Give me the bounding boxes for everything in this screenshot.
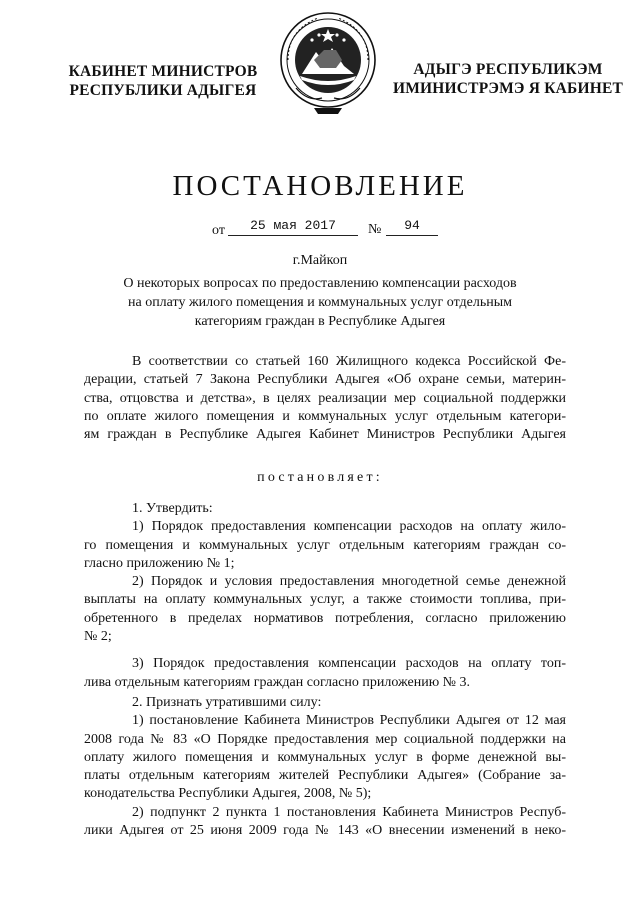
text-line: дерации, статьей 7 Закона Республики Адыгея «Об охране семьи, материн- — [84, 372, 566, 388]
number-underline — [386, 235, 438, 236]
text-line: 1) Порядок предоставления компенсации расходов на оплату жило- — [132, 519, 566, 535]
text-line: 2008 года № 83 «О Порядке предоставления мер социальной поддержки на — [84, 731, 566, 747]
text-line: выплаты на оплату коммунальных услуг, а также стоимости топлива, при- — [84, 592, 566, 608]
text-line: го помещения и коммунальных услуг отдельным категориям граждан со- — [84, 537, 566, 553]
header-left-line-2: РЕСПУБЛИКИ АДЫГЕЯ — [69, 82, 257, 99]
resolves-heading: постановляет: — [257, 470, 383, 485]
text-line: оплату жилого помещения и коммунальных услуг в форме денежной вы- — [84, 749, 566, 765]
text-line: лики Адыгея от 25 июня 2009 года № 143 «О внесении изменений в неко- — [84, 823, 566, 839]
document-number: 94 — [404, 218, 420, 233]
subject-line: О некоторых вопросах по предоставлению компенсации расходов — [123, 276, 517, 291]
document-title: ПОСТАНОВЛЕНИЕ — [172, 170, 468, 202]
text-line: 2. Признать утратившими силу: — [132, 695, 322, 710]
text-line: 2) подпункт 2 пункта 1 постановления Кабинета Министров Респуб- — [132, 804, 566, 820]
subject-line: категориям граждан в Республике Адыгея — [194, 314, 446, 329]
text-line: 2) Порядок и условия предоставления многодетной семье денежной — [132, 574, 566, 590]
date-underline — [228, 235, 358, 236]
text-line: В соответствии со статьей 160 Жилищного кодекса Российской Фе- — [132, 354, 566, 369]
text-line: 1. Утвердить: — [132, 501, 213, 516]
item-2-section — [84, 694, 566, 840]
text-line: конодательства Республики Адыгея, 2008, № 5); — [84, 786, 372, 802]
document-subject — [100, 274, 540, 331]
text-line: обретенного в пределах нормативов потребления, согласно приложению — [84, 610, 566, 626]
text-line: ям граждан в Республике Адыгея Кабинет Министров Республики Адыгея — [84, 427, 566, 443]
header-right-line-1: АДЫГЭ РЕСПУБЛИКЭМ — [413, 61, 603, 78]
text-line: гласно приложению № 1; — [84, 555, 235, 571]
city-name: г.Майкоп — [292, 253, 348, 268]
header-left-line-1: КАБИНЕТ МИНИСТРОВ — [68, 63, 258, 80]
header-right-line-2: ИМИНИСТРЭМЭ Я КАБИНЕТ — [392, 80, 624, 97]
adygea-emblem-icon — [278, 10, 378, 116]
text-line: платы отдельным категориям жителей Республики Адыгея» (Собрание за- — [84, 768, 566, 784]
number-prefix: № — [368, 222, 382, 237]
text-line: № 2; — [84, 629, 112, 645]
document-date: 25 мая 2017 — [250, 218, 336, 233]
text-line: по оплате жилого помещения и коммунальных услуг отдельным категори- — [84, 408, 566, 424]
text-line: лива отдельным категориям граждан согласно приложению № 3. — [84, 674, 471, 690]
header-right-adyghe — [390, 60, 626, 98]
subject-line: на оплату жилого помещения и коммунальных услуг отдельным — [127, 295, 513, 310]
date-prefix: от — [212, 223, 225, 238]
item-1-section — [84, 500, 566, 692]
header-left-russian — [64, 62, 262, 100]
preamble-paragraph — [84, 353, 566, 444]
text-line: 1) постановление Кабинета Министров Республики Адыгея от 12 мая — [132, 713, 566, 729]
text-line: 3) Порядок предоставления компенсации расходов на оплату топ- — [132, 656, 566, 672]
text-line: ства, отцовства и детства», в целях реализации мер социальной поддержки — [84, 390, 566, 406]
